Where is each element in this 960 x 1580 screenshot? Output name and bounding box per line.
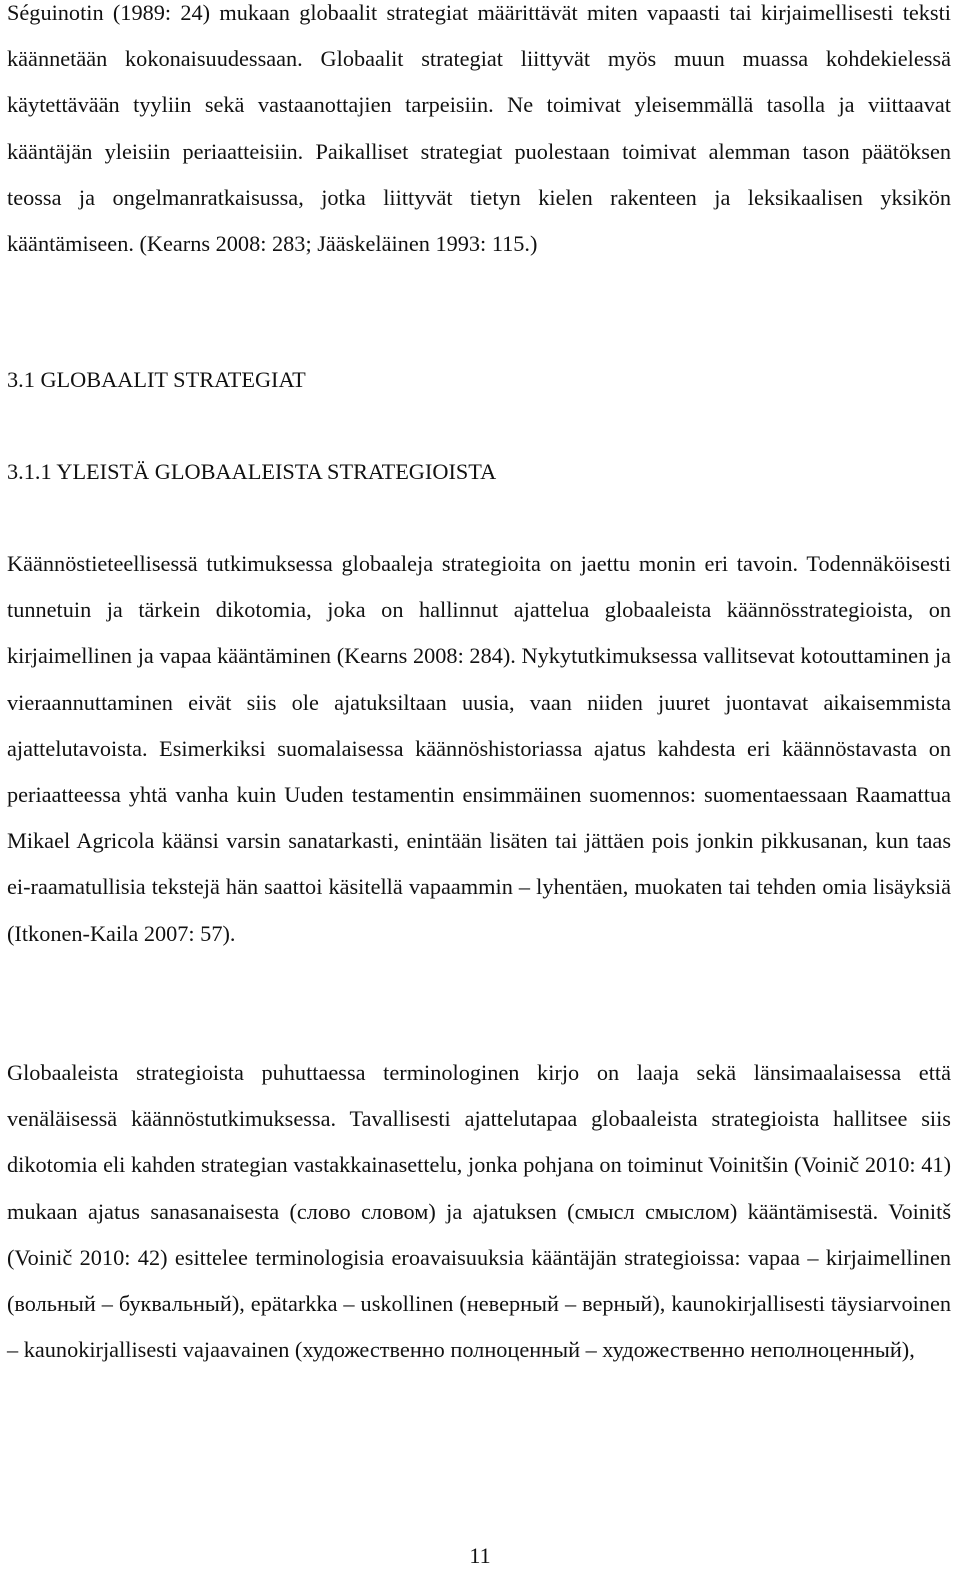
- page-number: 11: [469, 1543, 491, 1568]
- section-heading: 3.1 GLOBAALIT STRATEGIAT: [7, 367, 306, 392]
- body-paragraph: Séguinotin (1989: 24) mukaan globaalit strategiat määrittävät miten vapaasti tai kirjaimellisesti teksti käännetään kokonaisuudessaan. Globaalit strategiat liittyvät myös muun muassa kohdekielessä käytettävään tyyliin sekä vastaanottajien tarpeisiin. Ne toimivat yleisemmällä tasolla ja viittaavat kääntäjän yleisiin periaatteisiin. Paikalliset strategiat puolestaan toimivat alemman tason päätöksen teossa ja ongelmanratkaisussa, jotka liittyvät tietyn kielen rakenteen ja leksikaalisen yksikön kääntämiseen. (Kearns 2008: 283; Jääskeläinen 1993: 115.): [7, 0, 951, 257]
- subsection-heading: 3.1.1 YLEISTÄ GLOBAALEISTA STRATEGIOISTA: [7, 459, 497, 484]
- body-paragraph: Käännöstieteellisessä tutkimuksessa globaaleja strategioita on jaettu monin eri tavoin. Todennäköisesti tunnetuin ja tärkein dikotomia, joka on hallinnut ajattelua globaaleista käännösstrategioista, on kirjaimellinen ja vapaa kääntäminen (Kearns 2008: 284). Nykytutkimuksessa vallitsevat kotouttaminen ja vieraannuttaminen eivät siis ole ajatuksiltaan uusia, vaan niiden juuret juontavat aikaisemmista ajattelutavoista. Esimerkiksi suomalaisessa käännöshistoriassa ajatus kahdesta eri käännöstavasta on periaatteessa yhtä vanha kuin Uuden testamentin ensimmäinen suomennos: suomentaessaan Raamattua Mikael Agricola käänsi varsin sanatarkasti, enintään lisäten tai jättäen pois jonkin pikkusanan, kun taas ei-raamatullisia tekstejä hän saattoi käsitellä vapaammin – lyhentäen, muokaten tai tehden omia lisäyksiä (Itkonen-Kaila 2007: 57).: [7, 551, 951, 946]
- body-paragraph: Globaaleista strategioista puhuttaessa terminologinen kirjo on laaja sekä länsimaalaisessa että venäläisessä käännöstutkimuksessa. Tavallisesti ajattelutapaa globaaleista strategioista hallitsee siis dikotomia eli kahden strategian vastakkainasettelu, jonka pohjana on toiminut Voinitšin (Voinič 2010: 41) mukaan ajatus sanasanaisesta (слово словом) ja ajatuksen (смысл смыслом) kääntämisestä. Voinitš (Voinič 2010: 42) esittelee terminologisia eroavaisuuksia kääntäjän strategioissa: vapaa – kirjaimellinen (вольный – буквальный), epätarkka – uskollinen (неверный – верный), kaunokirjallisesti täysiarvoinen – kaunokirjallisesti vajaavainen (художественно полноценный – художественно неполноценный),: [7, 1060, 951, 1363]
